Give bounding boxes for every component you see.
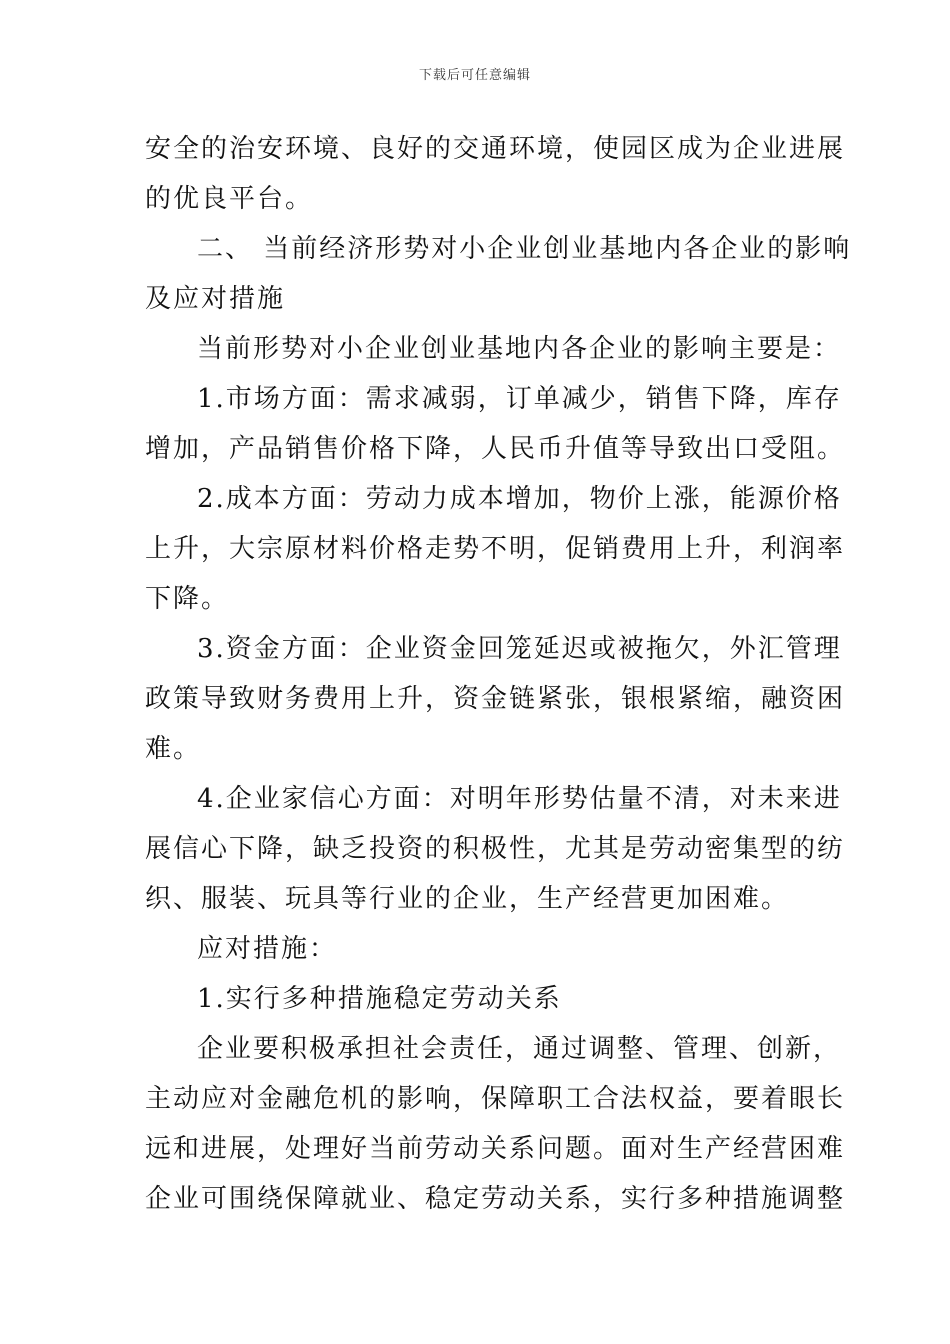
list-item: 3.资金方面：企业资金回笼延迟或被拖欠，外汇管理 xyxy=(197,634,842,664)
text-line: 难。 xyxy=(145,734,202,764)
text-line: 当前形势对小企业创业基地内各企业的影响主要是： xyxy=(197,334,842,364)
text-line: 政策导致财务费用上升，资金链紧张，银根紧缩，融资困 xyxy=(145,684,846,714)
text-line: 展信心下降，缺乏投资的积极性，尤其是劳动密集型的纺 xyxy=(145,834,846,864)
list-item: 1.市场方面：需求减弱，订单减少，销售下降，库存 xyxy=(197,384,842,414)
section-heading: 二、 当前经济形势对小企业创业基地内各企业的影响 xyxy=(197,234,852,264)
text-line: 主动应对金融危机的影响，保障职工合法权益，要着眼长 xyxy=(145,1084,846,1114)
text-line: 企业可围绕保障就业、稳定劳动关系，实行多种措施调整 xyxy=(145,1184,846,1214)
text-line: 的优良平台。 xyxy=(145,184,314,214)
text-line: 安全的治安环境、良好的交通环境，使园区成为企业进展 xyxy=(145,134,846,164)
text-line: 远和进展，处理好当前劳动关系问题。面对生产经营困难 xyxy=(145,1134,846,1164)
text-line: 增加，产品销售价格下降，人民币升值等导致出口受阻。 xyxy=(145,434,846,464)
text-line: 织、服装、玩具等行业的企业，生产经营更加困难。 xyxy=(145,884,790,914)
text-line: 上升，大宗原材料价格走势不明，促销费用上升，利润率 xyxy=(145,534,846,564)
text-line: 企业要积极承担社会责任，通过调整、管理、创新， xyxy=(197,1034,842,1064)
list-item: 4.企业家信心方面：对明年形势估量不清，对未来进 xyxy=(197,784,842,814)
document-body xyxy=(145,124,852,1224)
subheading: 应对措施： xyxy=(197,934,338,964)
text-line: 下降。 xyxy=(145,584,230,614)
section-heading-continued: 及应对措施 xyxy=(145,284,286,314)
list-item: 1.实行多种措施稳定劳动关系 xyxy=(197,984,562,1014)
list-item: 2.成本方面：劳动力成本增加，物价上涨，能源价格 xyxy=(197,484,842,514)
page-header: 下载后可任意编辑 xyxy=(418,68,531,83)
